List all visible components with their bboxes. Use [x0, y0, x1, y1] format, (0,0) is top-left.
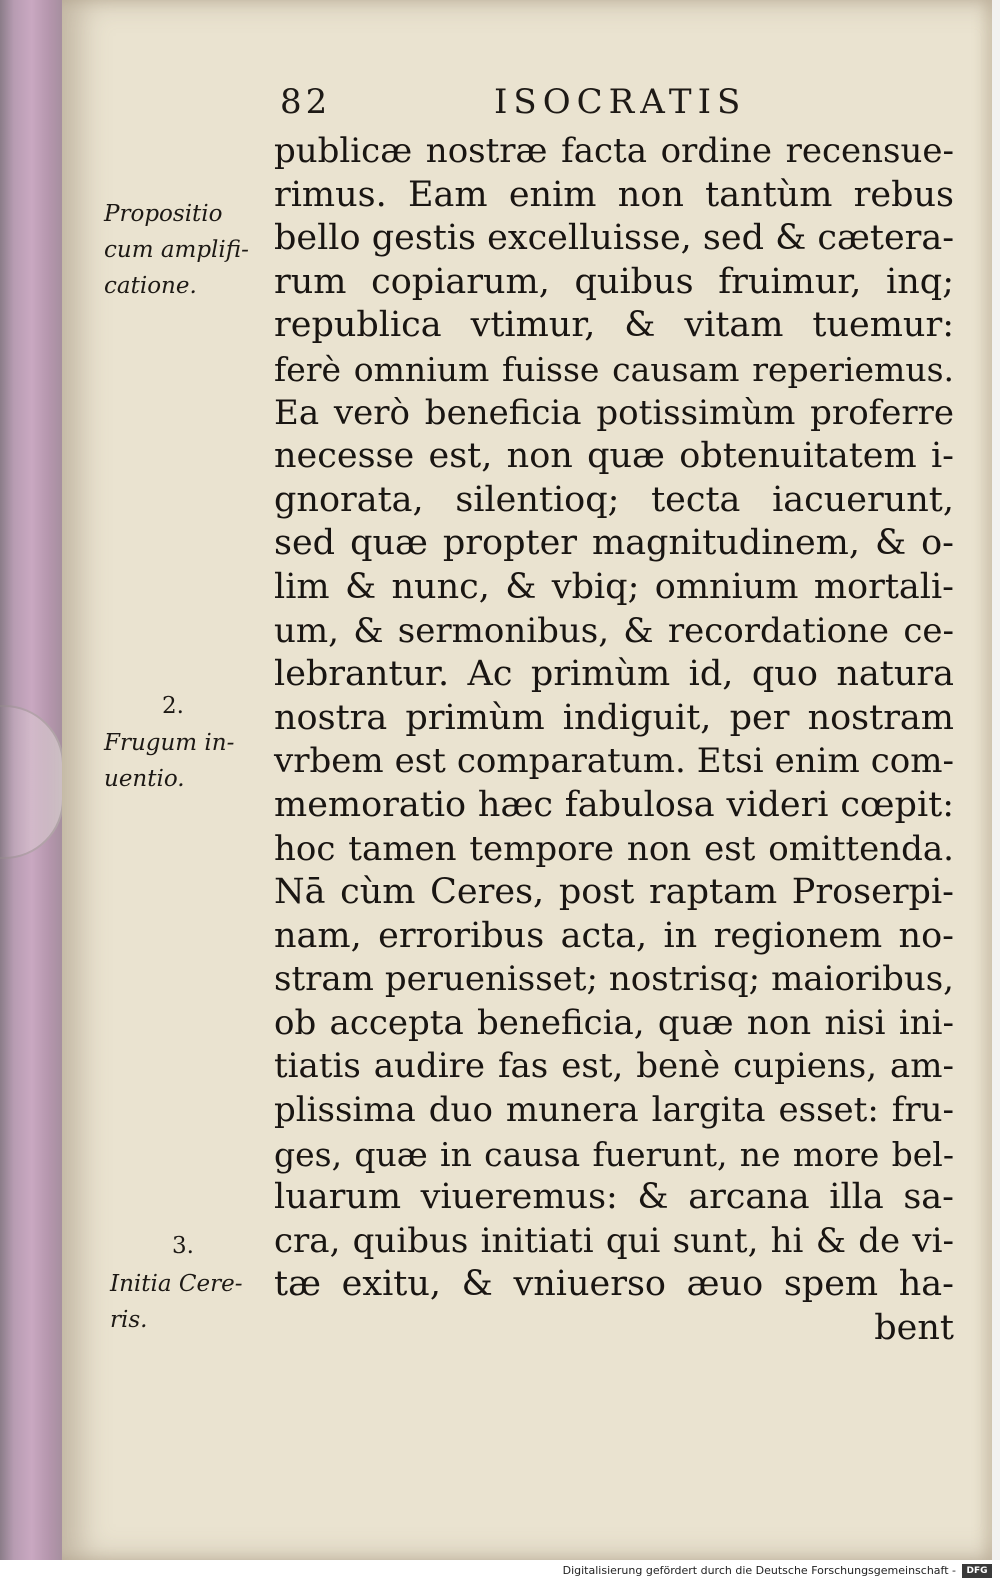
book-page [62, 0, 992, 1560]
text-line: tiatis audire fas est, benè cupiens, am- [274, 1046, 954, 1087]
text-line: republica vtimur, & vitam tuemur: [274, 305, 954, 346]
catchword: bent [874, 1308, 954, 1349]
text-line: lim & nunc, & vbiq; omnium mortali- [274, 566, 954, 607]
text-line: nostra primùm indiguit, per nostram [274, 697, 954, 738]
text-line: ferè omnium fuisse causam reperiemus. [274, 349, 954, 389]
margin-note-line: Propositio [104, 201, 223, 227]
text-line: memoratio hæc fabulosa videri cœpit: [274, 784, 954, 825]
text-line: Ea verò beneficia potissimùm proferre [274, 392, 954, 433]
text-line: stram peruenisset; nostrisq; maioribus, [274, 959, 954, 1000]
dfg-logo-icon: DFG [962, 1564, 992, 1578]
margin-note-frugum [104, 725, 234, 797]
footer-credit: Digitalisierung gefördert durch die Deutsche Forschungsgemeinschaft - [562, 1564, 956, 1577]
page-header [62, 82, 992, 132]
margin-note-number-2: 2. [162, 693, 184, 719]
text-line: nam, erroribus acta, in regionem no- [274, 915, 954, 956]
text-line: sed quæ propter magnitudinem, & o- [274, 523, 954, 564]
margin-note-number-3: 3. [172, 1233, 194, 1259]
text-line: lebrantur. Ac primùm id, quo natura [274, 654, 954, 695]
margin-note-initia [110, 1266, 242, 1338]
text-line: um, & sermonibus, & recordatione ce- [274, 610, 954, 651]
margin-note-line: Initia Cere- [110, 1271, 243, 1297]
text-line: Nā cùm Ceres, post raptam Proserpi- [274, 872, 954, 913]
page-number: 82 [280, 82, 332, 122]
margin-note-line: cum amplifi- [104, 237, 249, 263]
text-line: ges, quæ in causa fuerunt, ne more bel- [274, 1134, 954, 1174]
margin-note-line: ris. [110, 1307, 148, 1333]
text-line: publicæ nostræ facta ordine recensue- [274, 131, 954, 171]
text-line: rum copiarum, quibus fruimur, inq; [274, 261, 954, 302]
margin-note-line: catione. [104, 273, 197, 299]
text-line: rimus. Eam enim non tantùm rebus [274, 174, 954, 215]
body-text [274, 130, 954, 1351]
margin-note-line: uentio. [104, 766, 185, 792]
running-head: ISOCRATIS [494, 82, 747, 122]
digitization-footer [0, 1560, 1000, 1583]
text-line: ob accepta beneficia, quæ non nisi ini- [274, 1002, 954, 1043]
text-line: plissima duo munera largita esset: fru- [274, 1090, 954, 1131]
text-line: bello gestis excelluisse, sed & cætera- [274, 218, 955, 259]
text-line: necesse est, non quæ obtenuitatem i- [274, 436, 954, 477]
text-line: cra, quibus initiati qui sunt, hi & de vi- [274, 1220, 954, 1261]
text-line: tæ exitu, & vniuerso æuo spem ha- [274, 1264, 954, 1305]
margin-note-line: Frugum in- [104, 730, 235, 756]
margin-note-propositio [104, 196, 249, 304]
text-line: vrbem est comparatum. Etsi enim com- [274, 741, 954, 782]
text-line: hoc tamen tempore non est omittenda. [274, 828, 954, 869]
text-line: luarum viueremus: & arcana illa sa- [274, 1177, 954, 1218]
text-line: gnorata, silentioq; tecta iacuerunt, [274, 479, 954, 520]
